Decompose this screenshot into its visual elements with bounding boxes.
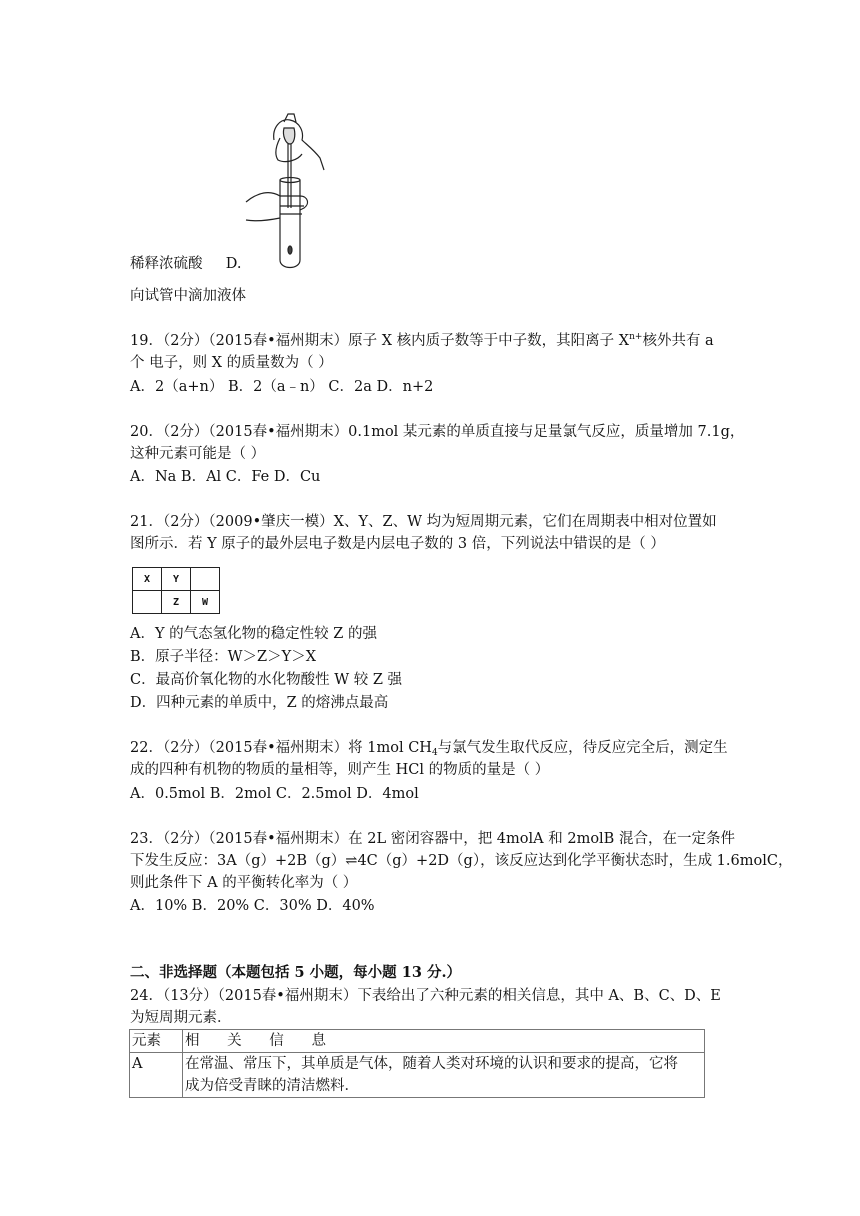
grid-cell-empty — [133, 591, 162, 614]
question-22-line1: 22．（2分）（2015春•福州期末）将 1mol $CH_4$与氯气发生取代反应，待反应完全后，测定生 — [130, 740, 728, 758]
question-19-options: A．2（a+n） B．2（a﹣n） C．2a D．n+2 — [130, 379, 434, 395]
question-21-line1: 21．（2分）（2009•肇庆一模）X、Y、Z、W 均为短周期元素，它们在周期表中相对位置如 — [130, 514, 717, 530]
grid-cell-z: Z — [162, 591, 191, 614]
question-23-line3: 则此条件下 A 的平衡转化率为（ ） — [130, 875, 358, 891]
section-2-heading: 二、非选择题（本题包括 5 小题，每小题 13 分.） — [130, 964, 462, 981]
question-23-line2: 下发生反应：3A（g）+2B（g）⇌4C（g）+2D（g），该反应达到化学平衡状态时，生成 1.6molC， — [130, 853, 793, 869]
question-21-option-c: C．最高价氧化物的水化物酸性 W 较 Z 强 — [130, 672, 403, 688]
dropper-bulb — [283, 128, 294, 144]
grid-cell-empty — [191, 568, 220, 591]
element-info-table — [129, 1029, 705, 1098]
dropper-tube — [288, 144, 291, 208]
grid-cell-x: X — [133, 568, 162, 591]
row-a-text-line1: 在常温、常压下，其单质是气体，随着人类对环境的认识和要求的提高，它将 — [185, 1056, 678, 1072]
upper-hand — [274, 114, 324, 170]
question-20-options: A．Na B．Al C．Fe D．Cu — [130, 469, 321, 485]
question-21-line2: 图所示．若 Y 原子的最外层电子数是内层电子数的 3 倍，下列说法中错误的是（ ） — [130, 536, 665, 552]
grid-cell-y: Y — [162, 568, 191, 591]
question-20-line1: 20．（2分）（2015春•福州期末）0.1mol 某元素的单质直接与足量氯气反应，质量增加 7.1g， — [130, 424, 745, 440]
table-header-element: 元素 — [130, 1030, 183, 1053]
table-header-info: 相 关 信 息 — [183, 1030, 705, 1053]
grid-cell-w: W — [191, 591, 220, 614]
question-19-line1: 19．（2分）（2015春•福州期末）原子 X 核内质子数等于中子数，其阳离子 $X^{n+}$核外共有 a — [130, 332, 714, 349]
row-a-info — [183, 1053, 705, 1098]
question-23-options: A．10% B．20% C．30% D．40% — [130, 898, 375, 914]
caption-dilute-acid: 稀释浓硫酸 — [130, 256, 203, 272]
question-21-option-b: B．原子半径：W＞Z＞Y＞X — [130, 649, 317, 665]
row-a-text-line2: 成为倍受青睐的清洁燃料． — [185, 1078, 359, 1094]
question-24-line2: 为短周期元素． — [130, 1010, 232, 1026]
question-22-options: A．0.5mol B．2mol C．2.5mol D．4mol — [130, 786, 419, 802]
question-24-line1: 24．（13分）（2015春•福州期末）下表给出了六种元素的相关信息，其中 A、B、C、D、E — [130, 988, 721, 1004]
question-23-line1: 23．（2分）（2015春•福州期末）在 2L 密闭容器中，把 4molA 和 2molB 混合，在一定条件 — [130, 831, 735, 847]
question-21-option-d: D．四种元素的单质中，Z 的熔沸点最高 — [130, 695, 389, 711]
question-21-option-a: A．Y 的气态氢化物的稳定性较 Z 的强 — [130, 626, 377, 642]
question-19-line2: 个 电子，则 X 的质量数为（ ） — [130, 355, 333, 371]
periodic-position-grid — [132, 567, 220, 614]
row-a-label: A — [130, 1053, 183, 1098]
question-22-line2: 成的四种有机物的物质的量相等，则产生 HCl 的物质的量是（ ） — [130, 762, 550, 778]
option-d-label: D. — [225, 256, 242, 272]
question-20-line2: 这种元素可能是（ ） — [130, 446, 266, 462]
lower-hand — [246, 193, 307, 221]
caption-add-liquid: 向试管中滴加液体 — [130, 288, 246, 304]
dropper-test-tube-figure — [244, 110, 334, 275]
